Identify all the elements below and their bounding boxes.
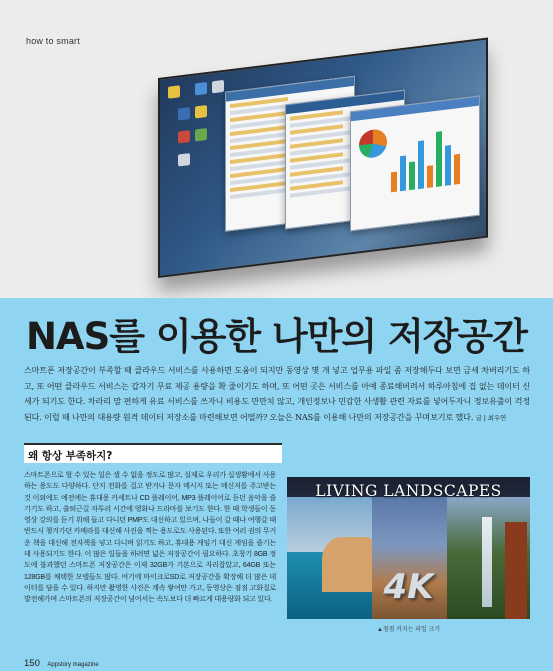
article-headline: NAS를 이용한 나만의 저장공간: [25, 315, 528, 358]
desktop-icons: [168, 79, 228, 178]
app-icon: [178, 130, 190, 143]
app-icon: [195, 82, 207, 95]
pie-graphic: [359, 128, 387, 159]
photo-title: LIVING LANDSCAPES: [315, 482, 502, 500]
photo-4k-badge: 4K: [383, 567, 434, 607]
landscape-photo: [287, 477, 530, 619]
app-icon: [212, 80, 224, 93]
app-icon: [178, 153, 190, 166]
page-number: 150: [24, 658, 40, 669]
tablet-illustration: [158, 2, 553, 260]
folder-icon: [195, 105, 207, 118]
byline: 글 | 최우연: [475, 413, 507, 422]
section-heading-box: [24, 443, 282, 463]
folder-icon: [168, 85, 180, 98]
section-heading: 왜 항상 부족하지?: [28, 450, 113, 462]
lead-text: 스마트폰 저장공간이 부족할 때 클라우드 서비스를 사용하면 도움이 되지만 동영상 몇 개 넣고 업무용 파일 좀 저장해두다 보면 금세 차버리기도 하고, 또 어떤 클라우드 서비스는 갑자기 무료 제공 용량을 확 줄이기도 하며, 또 어떤 곳은 서비스를 아예 종료해버려서 하루아침에 집 없는 데이터 신세가 되기도 한다. 차라리 맘 편하게 유료 서비스를 쓰자니 비용도 만만치 않고, 개인정보나 민감한 사생활 관련 자료를 넣어두자니 정보유출이 걱정된다. 이럴 때 나만의 대용량 원격 데이터 저장소를 마련해보면 어떨까? 오늘은 NAS를 이용해 나만의 저장공간을 꾸며보기로 했다.: [24, 365, 530, 422]
app-icon: [178, 107, 190, 120]
app-icon: [195, 128, 207, 141]
tablet-screen: [158, 37, 488, 278]
chart-window: [350, 95, 480, 231]
lead-paragraph: [24, 363, 530, 426]
section-kicker: how to smart: [26, 36, 80, 46]
magazine-name: Appstory magazine: [47, 662, 99, 668]
body-text: 스마트폰으로 할 수 있는 일은 셀 수 없을 정도로 많고, 실제로 우리가 실생활에서 사용하는 용도도 다양하다. 단지 전화를 걸고 받거나 문자 메시지 또는 메신저를 주고받는 것 이외에도 예전에는 휴대용 카세트나 CD 플레이어, MP3 플레이어로 듣던 음악을 즐기기도 하고, 출퇴근길 자투리 시간에 영화나 드라마를 보기도 한다. 한 때 학생들이 동영상 강의를 듣기 위해 들고 다니던 PMP도 대신하고 있으며, 나들이 갈 때나 여행갈 때 반드시 챙겨가던 카메라를 대신해 사진을 찍는 용도로도 사용된다. 또한 여러 권의 무거운 책을 대신해 전자책을 넣고 다니며 읽기도 하고, 휴대용 게임기 대신 게임을 즐기는데 사용되기도 한다. 이 많은 일들을 하려면 넓은 저장공간이 필요하다. 초창기 8GB 정도에 불과했던 스마트폰 저장공간은 이제 32GB가 기본으로 자리잡았고, 64GB 또는 128GB를 채택한 모델들도 많다. 여기에 마이크로SD로 저장공간을 확장해 더 많은 데이터를 담을 수 있다. 하지만 촬영한 사진은 계속 쌓여만 가고, 동영상은 점점 고화질로 발전해가며 스마트폰의 저장공간이 넘어서는 속도보다 더 빠르게 대용량화 되고 있다.: [24, 471, 276, 604]
photo-caption: ▲점점 커지는 파일 크기: [376, 627, 441, 633]
bar-graphic: [391, 123, 471, 193]
hero-area: [0, 0, 553, 298]
page-folio: [24, 653, 99, 671]
